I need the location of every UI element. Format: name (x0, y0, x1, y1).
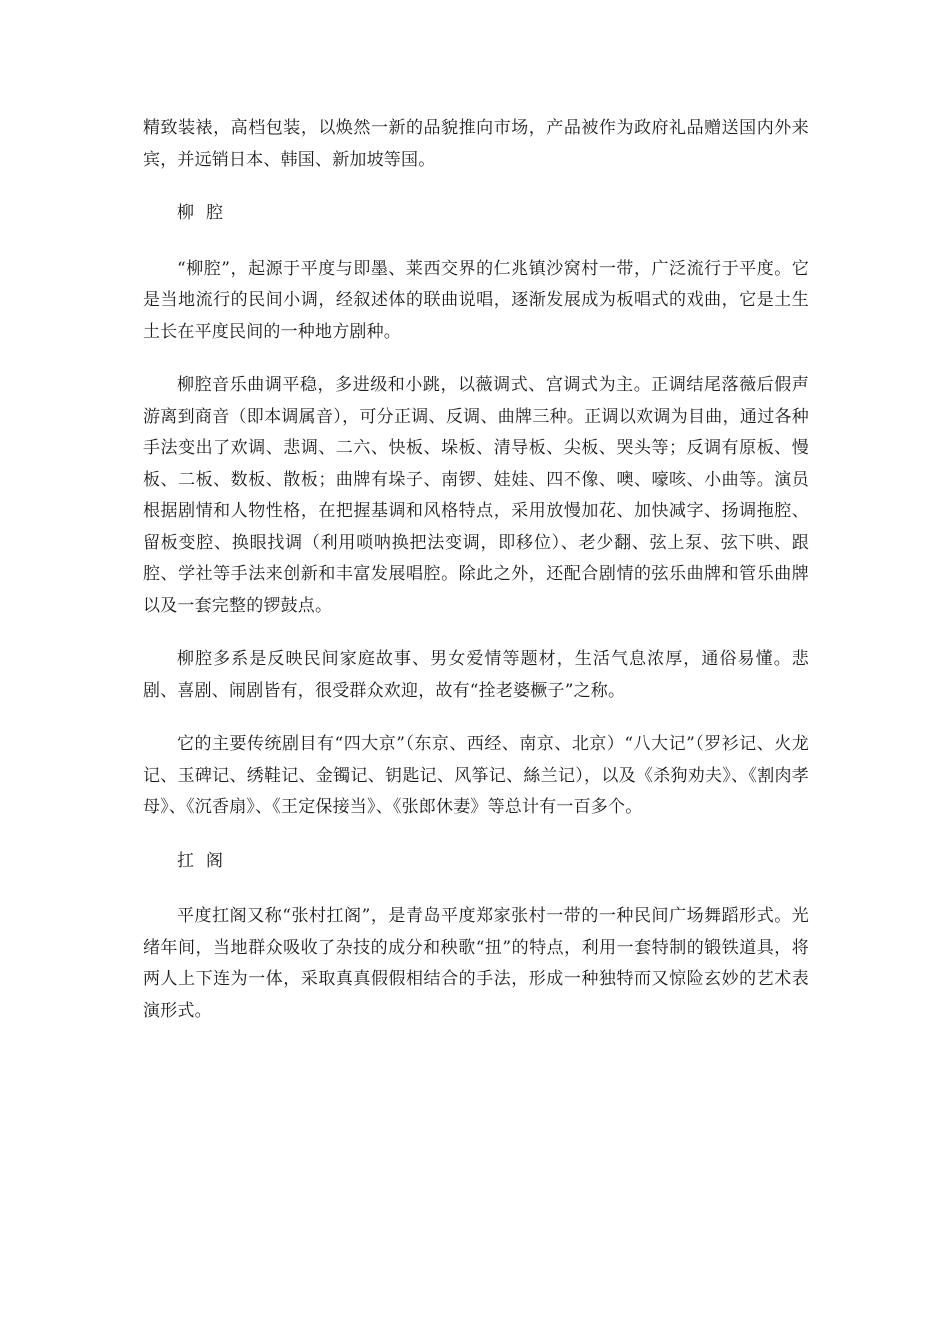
paragraph-liuqiang-origin: “柳腔”，起源于平度与即墨、莱西交界的仁兆镇沙窝村一带，广泛流行于平度。它是当地流行的民间小调，经叙述体的联曲说唱，逐渐发展成为板唱式的戏曲，它是土生土长在平度民间的一种地方剧种。 (143, 258, 809, 342)
paragraph-liuqiang-themes: 柳腔多系是反映民间家庭故事、男女爱情等题材，生活气息浓厚，通俗易懂。悲剧、喜剧、闹剧皆有，很受群众欢迎，故有“拴老婆橛子”之称。 (143, 649, 809, 701)
section-heading-kangge: 扛阁 (177, 850, 235, 871)
paragraph-intro-continuation: 精致装裱，高档包装，以焕然一新的品貌推向市场，产品被作为政府礼品赠送国内外来宾，并远销日本、韩国、新加坡等国。 (143, 118, 809, 170)
document-page (143, 113, 809, 1027)
section-heading-liuqiang: 柳腔 (177, 203, 235, 223)
paragraph-liuqiang-music: 柳腔音乐曲调平稳，多进级和小跳，以薇调式、宫调式为主。正调结尾落薇后假声游离到商音（即本调属音），可分正调、反调、曲牌三种。正调以欢调为目曲，通过各种手法变出了欢调、悲调、二六、快板、垛板、清导板、尖板、哭头等；反调有原板、慢板、二板、数板、散板；曲牌有垛子、南锣、娃娃、四不像、噢、嚎咳、小曲等。演员根据剧情和人物性格，在把握基调和风格特点，采用放慢加花、加快减字、扬调拖腔、留板变腔、换眼找调（利用唢呐换把法变调，即移位）、老少翻、弦上泵、弦下哄、跟腔、学社等手法来创新和丰富发展唱腔。除此之外，还配合剧情的弦乐曲牌和管乐曲牌以及一套完整的锣鼓点。 (143, 375, 809, 616)
paragraph-kangge-description: 平度扛阁又称“张村扛阁”，是青岛平度郑家张村一带的一种民间广场舞蹈形式。光绪年间，当地群众吸收了杂技的成分和秧歌“扭”的特点，利用一套特制的锻铁道具，将两人上下连为一体，采取真真假假相结合的手法，形成一种独特而又惊险玄妙的艺术表演形式。 (143, 906, 809, 1021)
paragraph-liuqiang-repertoire: 它的主要传统剧目有“四大京”（东京、西经、南京、北京）“八大记”（罗衫记、火龙记、玉碑记、绣鞋记、金镯记、钥匙记、风筝记、絲兰记），以及《杀狗劝夫》、《割肉孝母》、《沉香扇》、《王定保接当》、《张郎休妻》等总计有一百多个。 (143, 734, 809, 817)
